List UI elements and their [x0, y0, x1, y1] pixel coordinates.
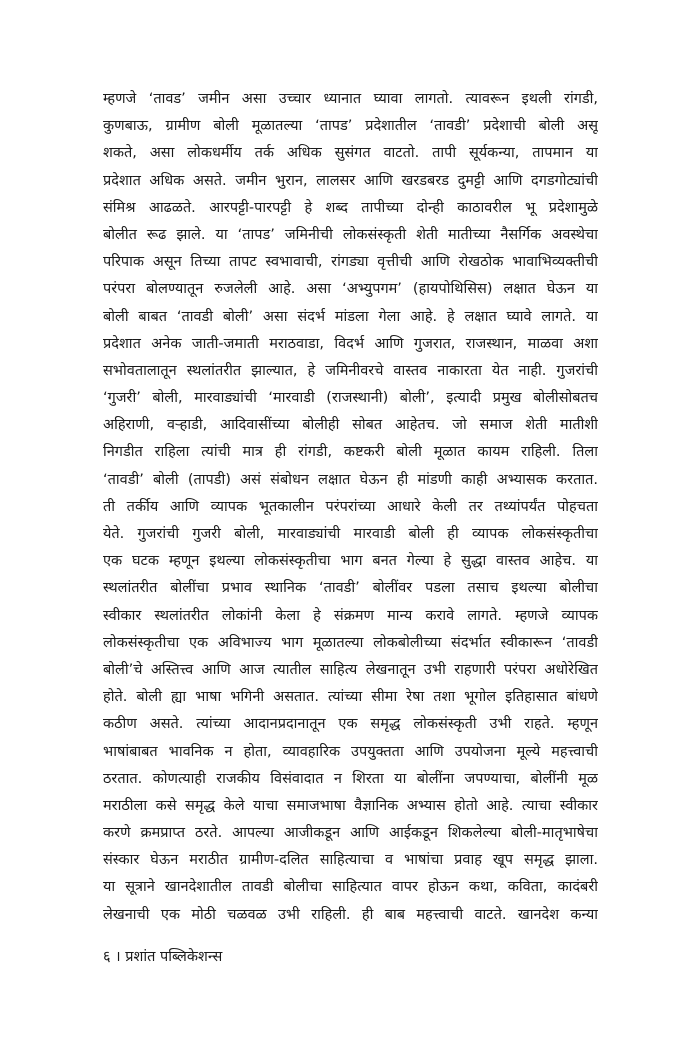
text-line: म्हणजे ‘तावड’ जमीन असा उच्चार ध्यानात घ्यावा लागतो. त्यावरून इथली रांगडी,	[103, 91, 598, 107]
body-text	[103, 86, 598, 929]
text-line: परिपाक असून तिच्या तापट स्वभावाची, रांगड्या वृत्तीची आणि रोखठोक भावाभिव्यक्तीची	[103, 254, 598, 271]
text-line: संस्कार घेऊन मराठीत ग्रामीण-दलित साहित्याचा व भाषांचा प्रवाह खूप समृद्ध झाला.	[103, 852, 598, 869]
text-line: कठीण असते. त्यांच्या आदानप्रदानातून एक समृद्ध लोकसंस्कृती उभी राहते. म्हणून	[103, 716, 598, 733]
text-line: निगडीत राहिला त्यांची मात्र ही रांगडी, कष्टकरी बोली मूळात कायम राहिली. तिला	[103, 444, 598, 461]
text-line: स्वीकार स्थलांतरीत लोकांनी केला हे संक्रमण मान्य करावे लागते. म्हणजे व्यापक	[103, 607, 598, 624]
text-line: ‘गुजरी’ बोली, मारवाड्यांची ‘मारवाडी (राजस्थानी) बोली’, इत्यादी प्रमुख बोलीसोबतच	[103, 390, 598, 407]
text-line: शकते, असा लोकधर्मीय तर्क अधिक सुसंगत वाटतो. तापी सूर्यकन्या, तापमान या	[103, 145, 598, 162]
text-line: स्थलांतरीत बोलींचा प्रभाव स्थानिक ‘तावडी’ बोलींवर पडला तसाच इथल्या बोलीचा	[103, 580, 598, 597]
text-line: बोलीत रूढ झाले. या ‘तापड’ जमिनीची लोकसंस्कृती शेती मातीच्या नैसर्गिक अवस्थेचा	[103, 226, 598, 243]
text-line: या सूत्राने खानदेशातील तावडी बोलीचा साहित्यात वापर होऊन कथा, कविता, कादंबरी	[103, 879, 598, 896]
text-line: मराठीला कसे समृद्ध केले याचा समाजभाषा वैज्ञानिक अभ्यास होतो आहे. त्याचा स्वीकार	[103, 797, 598, 814]
text-line: ठरतात. कोणत्याही राजकीय विसंवादात न शिरता या बोलींना जपण्याचा, बोलींनी मूळ	[103, 770, 598, 787]
text-line: येते. गुजरांची गुजरी बोली, मारवाड्यांची मारवाडी बोली ही व्यापक लोकसंस्कृतीचा	[103, 526, 598, 542]
text-line: कुणबाऊ, ग्रामीण बोली मूळातल्या ‘तापड’ प्रदेशातील ‘तावडी’ प्रदेशाची बोली असू	[103, 118, 598, 135]
text-line: सभोवतालातून स्थलांतरीत झाल्यात, हे जमिनीवरचे वास्तव नाकारता येत नाही. गुजरांची	[103, 362, 598, 379]
text-line: लोकसंस्कृतीचा एक अविभाज्य भाग मूळातल्या लोकबोलीच्या संदर्भात स्वीकारून ‘तावडी	[103, 634, 598, 651]
text-line: परंपरा बोलण्यातून रुजलेली आहे. असा ‘अभ्युपगम’ (हायपोथिसिस) लक्षात घेऊन या	[103, 281, 598, 298]
text-line: प्रदेशात अधिक असते. जमीन भुरान, लालसर आणि खरडबरड दुमट्टी आणि दगडगोट्यांची	[103, 172, 598, 189]
text-line: संमिश्र आढळते. आरपट्टी-पारपट्टी हे शब्द तापीच्या दोन्ही काठावरील भू प्रदेशामुळे	[103, 199, 598, 216]
text-line: ‘तावडी’ बोली (तापडी) असं संबोधन लक्षात घेऊन ही मांडणी काही अभ्यासक करतात.	[103, 471, 598, 488]
text-line: ती तर्कीय आणि व्यापक भूतकालीन परंपरांच्या आधारे केली तर तथ्यांपर्यंत पोहचता	[103, 498, 598, 515]
text-line: एक घटक म्हणून इथल्या लोकसंस्कृतीचा भाग बनत गेल्या हे सुद्धा वास्तव आहेच. या	[103, 553, 598, 570]
text-line: करणे क्रमप्राप्त ठरते. आपल्या आजीकडून आणि आईकडून शिकलेल्या बोली-मातृभाषेचा	[103, 825, 598, 842]
text-line: अहिराणी, वऱ्हाडी, आदिवासींच्या बोलीही सोबत आहेतच. जो समाज शेती मातीशी	[103, 417, 598, 434]
text-line: होते. बोली ह्या भाषा भगिनी असतात. त्यांच्या सीमा रेषा तशा भूगोल इतिहासात बांधणे	[103, 689, 598, 706]
text-line: लेखनाची एक मोठी चळवळ उभी राहिली. ही बाब महत्त्वाची वाटते. खानदेश कन्या	[103, 906, 598, 923]
page-footer: ६ । प्रशांत पब्लिकेशन्स	[103, 949, 223, 965]
text-line: प्रदेशात अनेक जाती-जमाती मराठवाडा, विदर्भ आणि गुजरात, राजस्थान, माळवा अशा	[103, 335, 598, 352]
text-line: बोली बाबत ‘तावडी बोली’ असा संदर्भ मांडला गेला आहे. हे लक्षात घ्यावे लागते. या	[103, 308, 598, 325]
text-line: भाषांबाबत भावनिक न होता, व्यावहारिक उपयुक्तता आणि उपयोजना मूल्ये महत्त्वाची	[103, 743, 598, 760]
text-line: बोली’चे अस्तित्त्व आणि आज त्यातील साहित्य लेखनातून उभी राहणारी परंपरा अधोरेखित	[103, 661, 598, 678]
